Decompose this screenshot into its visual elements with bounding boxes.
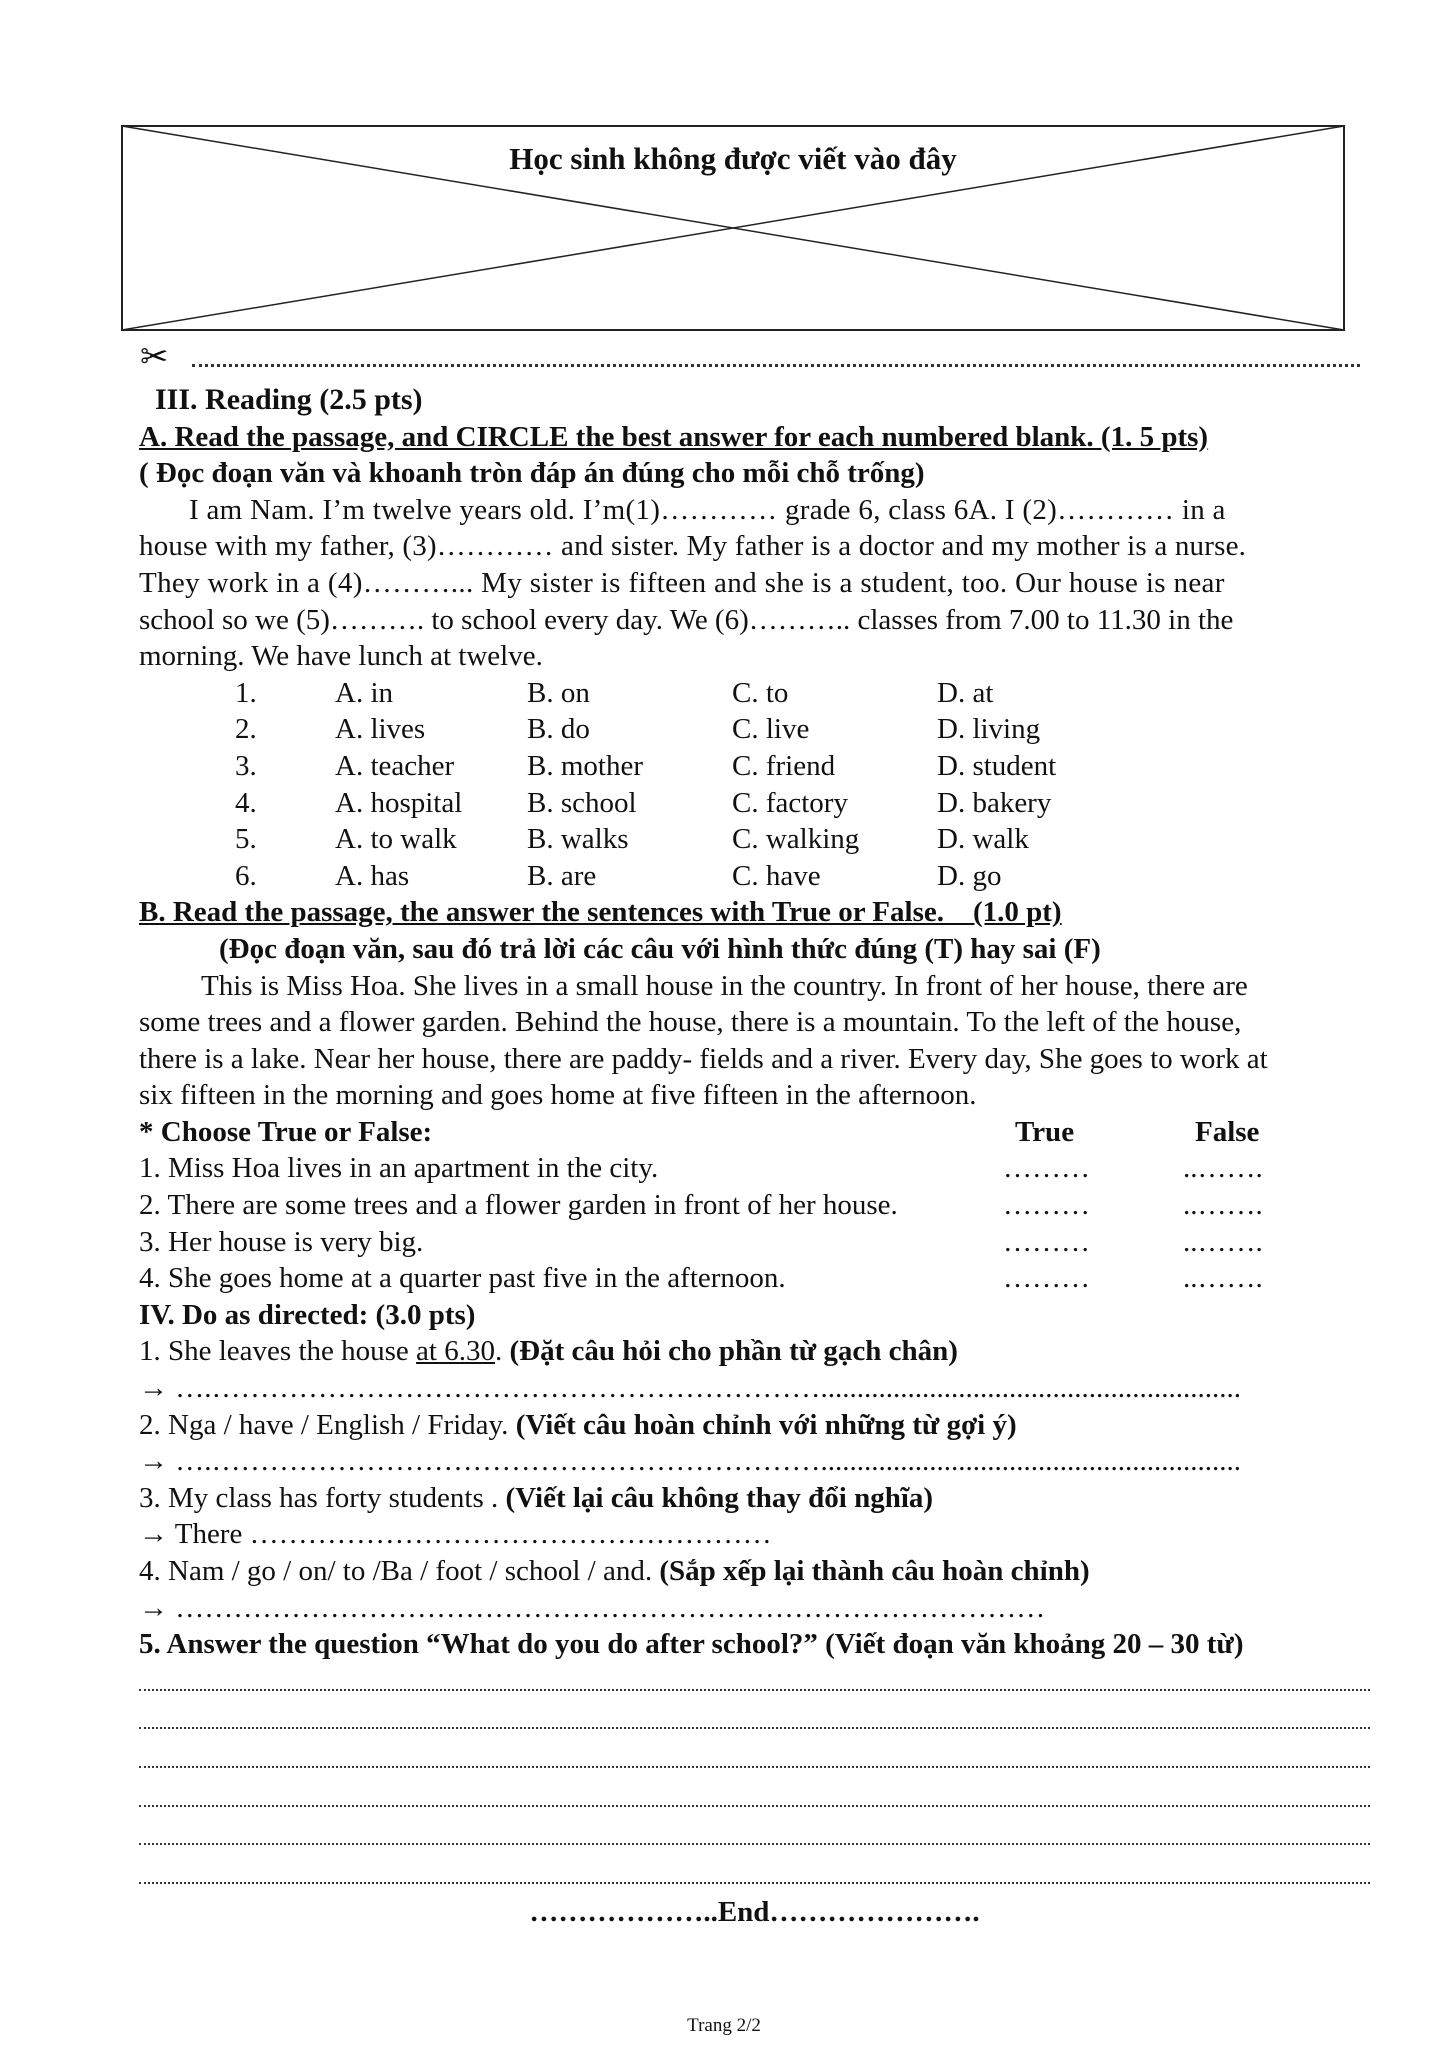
writing-line[interactable] [139,1701,1370,1729]
cut-dotted-line [192,364,1360,367]
option-number: 3. [235,749,257,782]
option-b[interactable]: B. mother [527,749,643,782]
question-2-text: 2. Nga / have / English / Friday. [139,1408,516,1441]
scissors-icon: ✂ [140,339,169,376]
option-row [139,858,1370,895]
exam-content [139,382,1370,1931]
passage-line: This is Miss Hoa. She lives in a small house in the country. In front of her house, there are [201,969,1248,1002]
true-blank[interactable]: ……… [1003,1152,1090,1185]
option-row [139,748,1370,785]
part-b-passage [139,968,1370,1114]
statement-text: 4. She goes home at a quarter past five in the afternoon. [139,1262,786,1295]
true-column-label: True [1015,1115,1075,1148]
question-2-instruction: (Viết câu hoàn chỉnh với những từ gợi ý) [515,1408,1017,1441]
question-2 [139,1407,1370,1444]
option-c[interactable]: C. live [732,713,810,746]
writing-line[interactable] [139,1779,1370,1807]
no-writing-box [121,125,1345,331]
cut-line [140,340,1360,376]
passage-line: I am Nam. I’m twelve years old. I’m(1)………… grade 6, class 6A. I (2)………… in a [189,493,1226,526]
passage-line: school so we (5)………. to school every day. We (6)……….. classes from 7.00 to 11.30 in the [139,603,1234,636]
part-a-passage [139,492,1370,675]
option-a[interactable]: A. lives [335,713,426,746]
answer-line-1[interactable]: → ….……………………………………………………….......................................................... [139,1372,1241,1405]
passage-line: six fifteen in the morning and goes home at five fifteen in the afternoon. [139,1079,977,1112]
option-c[interactable]: C. walking [732,823,860,856]
true-blank[interactable]: ……… [1003,1262,1090,1295]
false-blank[interactable]: ..……. [1183,1225,1263,1258]
part-a-title: A. Read the passage, and CIRCLE the best answer for each numbered blank. (1. 5 pts) [139,420,1209,453]
statement-row [139,1224,1370,1261]
section-4-title: IV. Do as directed: (3.0 pts) [139,1298,476,1331]
question-1-instruction: (Đặt câu hỏi cho phần từ gạch chân) [509,1335,958,1368]
option-row [139,711,1370,748]
option-c[interactable]: C. to [732,676,789,709]
option-number: 1. [235,676,257,709]
option-row [139,785,1370,822]
option-row [139,821,1370,858]
option-b[interactable]: B. walks [527,823,629,856]
question-3 [139,1480,1370,1517]
question-4-text: 4. Nam / go / on/ to /Ba / foot / school / and. [139,1555,660,1587]
question-4-instruction: (Sắp xếp lại thành câu hoàn chỉnh) [659,1555,1090,1587]
true-false-header [139,1114,1370,1151]
answer-line-4[interactable]: → ……………………………………………………………………………… [139,1591,1046,1624]
option-a[interactable]: A. has [335,859,410,892]
option-d[interactable]: D. student [937,749,1057,782]
option-a[interactable]: A. teacher [335,749,455,782]
part-a-subtitle: ( Đọc đoạn văn và khoanh tròn đáp án đúng cho mỗi chỗ trống) [139,457,925,490]
writing-line[interactable] [139,1740,1370,1768]
passage-line: some trees and a flower garden. Behind the house, there is a mountain. To the left of the house, [139,1006,1242,1039]
option-a[interactable]: A. hospital [335,786,463,819]
writing-lines [139,1663,1370,1884]
part-b-title: B. Read the passage, the answer the sentences with True or False. (1.0 pt) [139,896,1062,929]
option-number: 4. [235,786,257,819]
option-a[interactable]: A. to walk [335,823,457,856]
option-d[interactable]: D. living [937,713,1041,746]
option-b[interactable]: B. school [527,786,637,819]
question-5-title: 5. Answer the question “What do you do after school?” (Viết đoạn văn khoảng 20 – 30 từ) [139,1628,1244,1661]
false-blank[interactable]: ..……. [1183,1262,1263,1295]
question-3-text: 3. My class has forty students . [139,1481,506,1514]
statement-text: 1. Miss Hoa lives in an apartment in the city. [139,1152,659,1185]
statement-text: 2. There are some trees and a flower garden in front of her house. [139,1189,898,1222]
writing-line[interactable] [139,1856,1370,1884]
option-number: 6. [235,859,257,892]
option-d[interactable]: D. bakery [937,786,1052,819]
question-3-instruction: (Viết lại câu không thay đổi nghĩa) [505,1481,934,1514]
end-marker: ………………..End…………………. [529,1896,980,1929]
question-1 [139,1333,1370,1370]
page-number: Trang 2/2 [687,2015,761,2036]
option-c[interactable]: C. factory [732,786,848,819]
option-a[interactable]: A. in [335,676,393,709]
section-3-title: III. Reading (2.5 pts) [155,383,423,416]
answer-line-3[interactable]: → There ……………………………………………… [139,1518,772,1551]
option-d[interactable]: D. go [937,859,1002,892]
statement-row [139,1187,1370,1224]
no-writing-label: Học sinh không được viết vào đây [509,141,957,176]
true-blank[interactable]: ……… [1003,1225,1090,1258]
option-c[interactable]: C. friend [732,749,836,782]
false-column-label: False [1195,1115,1260,1148]
option-b[interactable]: B. do [527,713,590,746]
option-number: 2. [235,713,257,746]
question-4 [139,1553,1370,1590]
writing-line[interactable] [139,1817,1370,1845]
option-number: 5. [235,823,257,856]
passage-line: house with my father, (3)………… and sister. My father is a doctor and my mother is a nurse. [139,530,1247,563]
option-d[interactable]: D. walk [937,823,1029,856]
option-c[interactable]: C. have [732,859,821,892]
choose-label: * Choose True or False: [139,1115,433,1148]
underlined-phrase: at 6.30 [416,1335,495,1368]
true-blank[interactable]: ……… [1003,1189,1090,1222]
option-row [139,675,1370,712]
passage-line: They work in a (4)………... My sister is fifteen and she is a student, too. Our house is near [139,566,1225,599]
statement-text: 3. Her house is very big. [139,1225,424,1258]
answer-options [139,675,1370,895]
option-b[interactable]: B. are [527,859,597,892]
statement-row [139,1150,1370,1187]
passage-line: morning. We have lunch at twelve. [139,640,543,673]
question-1-text: 1. She leaves the house [139,1335,417,1368]
part-b-subtitle: (Đọc đoạn văn, sau đó trả lời các câu với hình thức đúng (T) hay sai (F) [219,932,1101,965]
option-d[interactable]: D. at [937,676,994,709]
question-1-text-end: . [494,1335,510,1368]
false-blank[interactable]: ..……. [1183,1152,1263,1185]
answer-line-2[interactable]: → ….……………………………………………………….......................................................... [139,1445,1241,1478]
passage-line: there is a lake. Near her house, there are paddy- fields and a river. Every day, She goes to work at [139,1042,1268,1075]
false-blank[interactable]: ..……. [1183,1189,1263,1222]
writing-line[interactable] [139,1663,1370,1691]
option-b[interactable]: B. on [527,676,590,709]
statement-row [139,1260,1370,1297]
